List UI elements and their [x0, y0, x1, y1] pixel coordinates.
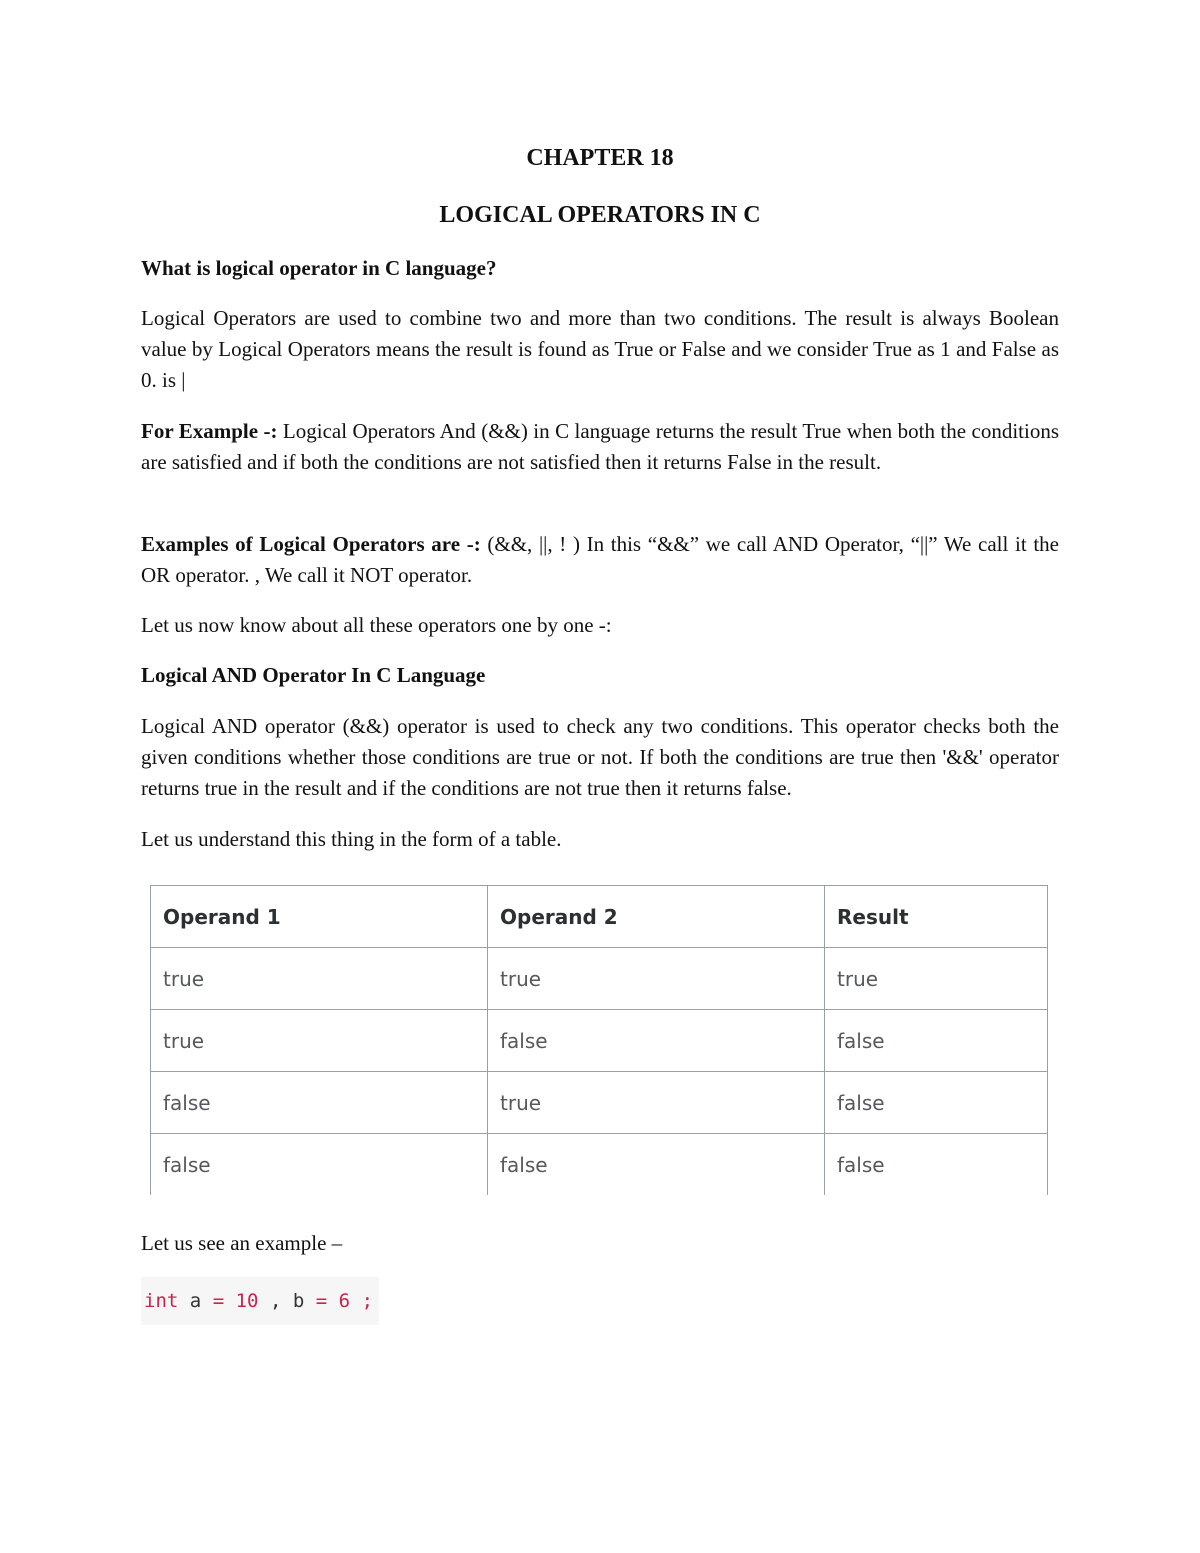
table-cell: true [825, 948, 1048, 1010]
table-header-row [151, 886, 1048, 948]
code-variable: b [292, 1290, 305, 1312]
table-cell: false [825, 1072, 1048, 1134]
table-row [151, 1072, 1048, 1134]
table-row [151, 1010, 1048, 1072]
table-header-cell: Operand 2 [488, 886, 825, 948]
example-intro-paragraph: Let us see an example – [141, 1231, 343, 1255]
table-header-cell: Result [825, 886, 1048, 948]
examples-of-text: (&&, ||, ! ) In this “&&” we call AND Operator, “||” We call it the OR operator. , We call it NOT operator. [141, 532, 1060, 587]
one-by-one-paragraph: Let us now know about all these operators one by one -: [141, 613, 612, 637]
chapter-title: LOGICAL OPERATORS IN C [439, 202, 761, 228]
table-header-cell: Operand 1 [151, 886, 488, 948]
code-operator: = [212, 1290, 225, 1312]
table-cell: false [151, 1134, 488, 1196]
code-punctuation: , [269, 1290, 282, 1312]
for-example-paragraph [141, 416, 1059, 478]
code-variable: a [189, 1290, 202, 1312]
table-row [151, 948, 1048, 1010]
table-intro-paragraph: Let us understand this thing in the form of a table. [141, 827, 562, 851]
for-example-text: Logical Operators And (&&) in C language returns the result True when both the conditions are satisfied and if both the conditions are not satisfied then it returns False in the result. [141, 419, 1059, 474]
intro-paragraph: Logical Operators are used to combine two and more than two conditions. The result is always Boolean value by Logical Operators means the result is found as True or False and we consider True as 1 and False as 0. is | [141, 306, 1059, 392]
for-example-label: For Example -: [141, 419, 278, 443]
code-snippet [141, 1277, 379, 1325]
table-cell: false [488, 1010, 825, 1072]
code-operator: = [315, 1290, 328, 1312]
examples-of-operators-paragraph [141, 529, 1059, 591]
table-row [151, 1134, 1048, 1196]
table-cell: false [825, 1010, 1048, 1072]
code-punctuation: ; [361, 1290, 374, 1312]
table-cell: true [151, 948, 488, 1010]
code-number: 10 [235, 1290, 259, 1312]
table-cell: true [151, 1010, 488, 1072]
table-cell: false [151, 1072, 488, 1134]
and-operator-heading: Logical AND Operator In C Language [141, 663, 486, 687]
chapter-number: CHAPTER 18 [526, 145, 674, 171]
and-operator-paragraph: Logical AND operator (&&) operator is used to check any two conditions. This operator checks both the given conditions whether those conditions are true or not. If both the conditions are true then '&&' operator returns true in the result and if the conditions are not true then it returns false. [141, 714, 1059, 800]
table-cell: false [488, 1134, 825, 1196]
and-truth-table [150, 885, 1048, 1195]
question-heading: What is logical operator in C language? [141, 256, 497, 280]
code-keyword: int [144, 1290, 179, 1312]
table-cell: true [488, 1072, 825, 1134]
table-cell: true [488, 948, 825, 1010]
examples-of-label: Examples of Logical Operators are -: [141, 532, 481, 556]
table-cell: false [825, 1134, 1048, 1196]
code-number: 6 [338, 1290, 351, 1312]
